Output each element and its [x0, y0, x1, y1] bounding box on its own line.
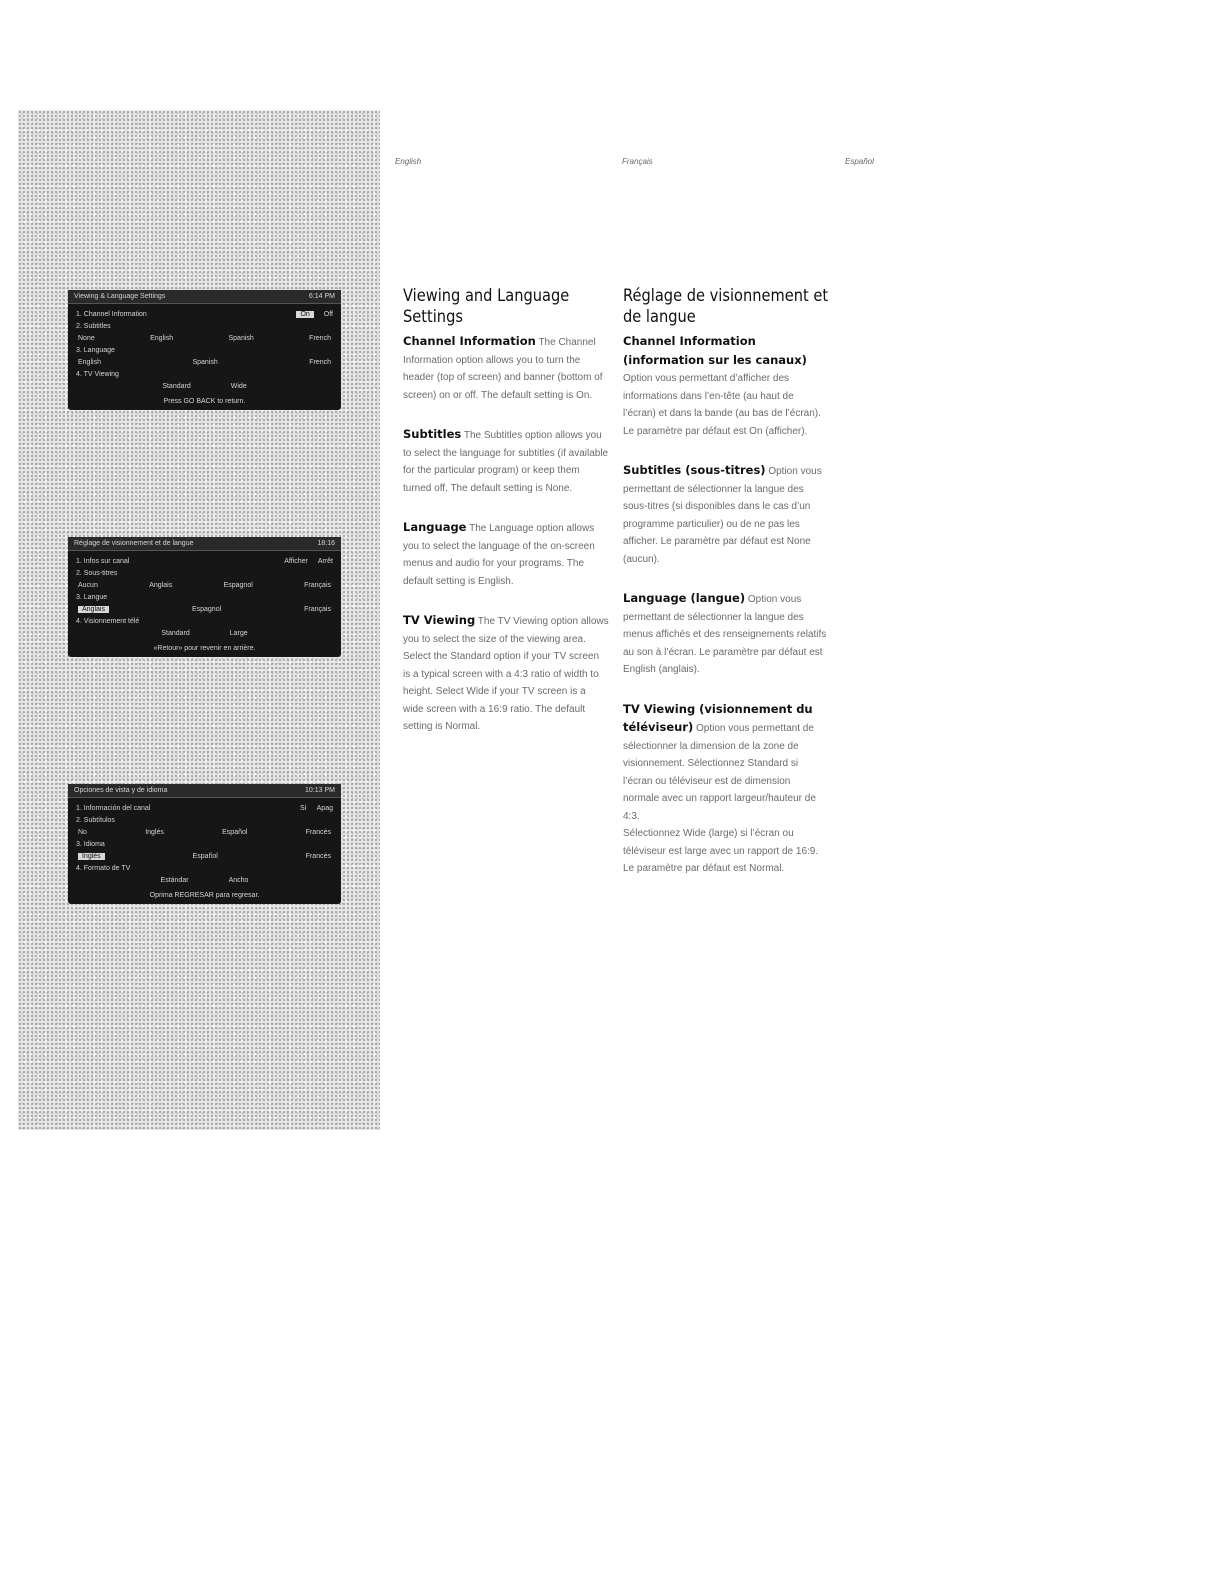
body-text: The Language option allows you to select the language of the on-screen menus and audio for your programs. The default setting is English.	[403, 523, 595, 587]
term: Language	[403, 520, 467, 534]
menu-row-subtitles[interactable]	[68, 567, 341, 579]
term: Subtitles (sous-titres)	[623, 463, 766, 477]
menu-option[interactable]: Francés	[305, 828, 331, 836]
menu-options-subtitles	[68, 332, 341, 344]
menu-options-tv-viewing	[68, 627, 341, 639]
menu-label: 2. Sous-titres	[76, 569, 118, 577]
menu-options-language	[68, 850, 341, 862]
body-text: Option vous permettant de sélectionner la dimension de la zone de visionnement. Sélectionnez Standard si l’écran ou téléviseur est de dimension normale avec un rapport largeur/hauteur de 4:3.	[623, 723, 816, 822]
menu-option[interactable]: Apag	[316, 804, 333, 812]
menu-option-selected[interactable]: Inglés	[78, 853, 105, 860]
body-text: The TV Viewing option allows you to select the size of the viewing area. Select the Standard option if your TV screen is a typical screen with a 4:3 ratio of width to height. Select Wide if your TV screen is a wide screen with a 16:9 ratio. The default setting is Normal.	[403, 616, 609, 732]
menu-option[interactable]: None	[78, 334, 95, 342]
tv-menu-english	[68, 290, 341, 410]
term: Channel Information	[403, 334, 536, 348]
paragraph-tv-viewing	[623, 701, 829, 826]
tv-menu-title-bar	[68, 290, 341, 304]
menu-option[interactable]: Espagnol	[191, 605, 222, 613]
menu-options-tv-viewing	[68, 380, 341, 392]
menu-row-channel-info[interactable]	[68, 555, 341, 567]
menu-option-selected[interactable]: Anglais	[78, 606, 109, 613]
menu-option-selected[interactable]: On	[296, 311, 313, 318]
paragraph-tv-viewing	[403, 612, 609, 736]
menu-option[interactable]: Estándar	[160, 876, 189, 884]
menu-options-language	[68, 603, 341, 615]
tv-menu-title: Réglage de visionnement et de langue	[74, 540, 194, 547]
term: Subtitles	[403, 427, 462, 441]
menu-option[interactable]: Ancho	[228, 876, 249, 884]
menu-options-tv-viewing	[68, 874, 341, 886]
tv-menu-time: 6:14 PM	[308, 293, 335, 300]
menu-label: 4. Formato de TV	[76, 864, 131, 872]
language-header-spanish: Español	[845, 157, 874, 166]
paragraph-subtitles	[623, 462, 829, 568]
section-heading: Viewing and Language Settings	[403, 286, 570, 327]
paragraph-channel-info	[403, 333, 609, 404]
body-text: Option vous permettant de sélectionner la langue des sous-titres (si disponibles dans le cas d’un programme particulier) ou de ne pas les afficher. Le paramètre par défaut est None (aucun).	[623, 466, 822, 565]
menu-option[interactable]: Inglés	[145, 828, 164, 836]
menu-option[interactable]: Español	[192, 852, 218, 860]
menu-option[interactable]: Français	[304, 605, 331, 613]
menu-option-selected[interactable]: Afficher	[284, 557, 308, 565]
language-header-french: Français	[622, 157, 653, 166]
menu-option[interactable]: French	[309, 334, 331, 342]
menu-option[interactable]: Standard	[161, 629, 190, 637]
paragraph-subtitles	[403, 426, 609, 497]
body-text: Option vous permettant d’afficher des informations dans l’en-tête (au haut de l’écran) et dans la bande (au bas de l’écran). Le paramètre par défaut est On (afficher).	[623, 373, 821, 437]
paragraph-language	[623, 590, 829, 679]
body-text: The Channel Information option allows you to turn the header (top of screen) and banner (bottom of screen) on or off. The default setting is On.	[403, 337, 603, 401]
tv-menu-title: Opciones de vista y de idioma	[74, 787, 168, 794]
menu-option[interactable]: Arrêt	[317, 557, 333, 565]
paragraph-tv-viewing-cont: Sélectionnez Wide (large) si l’écran ou téléviseur est large avec un rapport de 16:9. Le paramètre par défaut est Normal.	[623, 828, 819, 874]
menu-option[interactable]: English	[78, 358, 101, 366]
menu-label: 3. Language	[76, 346, 115, 354]
menu-option[interactable]: Aucun	[78, 581, 98, 589]
menu-label: 1. Channel Information	[76, 310, 147, 318]
tv-menu-footer: Oprima REGRESAR para regresar.	[149, 892, 260, 899]
menu-row-language[interactable]	[68, 838, 341, 850]
tv-menu-time: 10:13 PM	[305, 787, 335, 794]
tv-menu-title: Viewing & Language Settings	[74, 293, 166, 300]
menu-option[interactable]: Español	[222, 828, 248, 836]
term: Channel Information (information sur les canaux)	[623, 334, 807, 367]
menu-label: 2. Subtitles	[76, 322, 111, 330]
menu-option[interactable]: Espagnol	[223, 581, 253, 589]
menu-option[interactable]: No	[78, 828, 87, 836]
term: TV Viewing	[403, 613, 476, 627]
menu-label: 2. Subtítulos	[76, 816, 115, 824]
menu-label: 4. Visionnement télé	[76, 617, 140, 625]
menu-option-selected[interactable]: Sí	[300, 804, 307, 812]
menu-row-tv-viewing[interactable]	[68, 862, 341, 874]
menu-row-tv-viewing[interactable]	[68, 368, 341, 380]
menu-option[interactable]: Anglais	[149, 581, 173, 589]
menu-label: 3. Idioma	[76, 840, 105, 848]
body-text: Option vous permettant de sélectionner la langue des menus affichés et des renseignements relatifs au son à l’écran. Le paramètre par défaut est English (anglais).	[623, 594, 827, 675]
tv-menu-time: 18:16	[317, 540, 335, 547]
tv-menu-title-bar	[68, 537, 341, 551]
menu-row-language[interactable]	[68, 591, 341, 603]
menu-options-language	[68, 356, 341, 368]
menu-row-subtitles[interactable]	[68, 814, 341, 826]
menu-label: 1. Infos sur canal	[76, 557, 130, 565]
menu-options-subtitles	[68, 579, 341, 591]
menu-option[interactable]: Large	[229, 629, 248, 637]
term: Language (langue)	[623, 591, 746, 605]
tv-menu-footer: Press GO BACK to return.	[163, 398, 246, 405]
menu-option[interactable]: Francés	[305, 852, 331, 860]
tv-menu-title-bar	[68, 784, 341, 798]
french-column	[623, 286, 829, 900]
menu-row-subtitles[interactable]	[68, 320, 341, 332]
term: TV Viewing (visionnement du téléviseur)	[623, 701, 813, 734]
menu-option[interactable]: Off	[323, 310, 333, 318]
menu-options-subtitles	[68, 826, 341, 838]
paragraph-language	[403, 519, 609, 590]
menu-row-language[interactable]	[68, 344, 341, 356]
menu-option[interactable]: Français	[304, 581, 331, 589]
menu-label: 4. TV Viewing	[76, 370, 119, 378]
menu-option[interactable]: Spanish	[228, 334, 254, 342]
menu-option[interactable]: Standard	[162, 382, 191, 390]
menu-option[interactable]: English	[150, 334, 174, 342]
menu-option[interactable]: Wide	[230, 382, 247, 390]
menu-option[interactable]: Spanish	[192, 358, 218, 366]
paragraph-channel-info	[623, 333, 829, 440]
body-text: The Subtitles option allows you to select the language for subtitles (if available for the particular program) or keep them turned off. The default setting is None.	[403, 430, 609, 494]
tv-menu-french	[68, 537, 341, 657]
menu-row-channel-info[interactable]	[68, 308, 341, 320]
menu-row-tv-viewing[interactable]	[68, 615, 341, 627]
tv-menu-footer: «Retour» pour revenir en arrière.	[153, 645, 256, 652]
language-header-english: English	[395, 157, 422, 166]
menu-label: 1. Información del canal	[76, 804, 151, 812]
english-column	[403, 286, 609, 758]
menu-option[interactable]: French	[309, 358, 331, 366]
tv-menu-spanish	[68, 784, 341, 904]
section-heading: Réglage de visionnement et de langue	[623, 286, 829, 327]
menu-row-channel-info[interactable]	[68, 802, 341, 814]
menu-label: 3. Langue	[76, 593, 108, 601]
